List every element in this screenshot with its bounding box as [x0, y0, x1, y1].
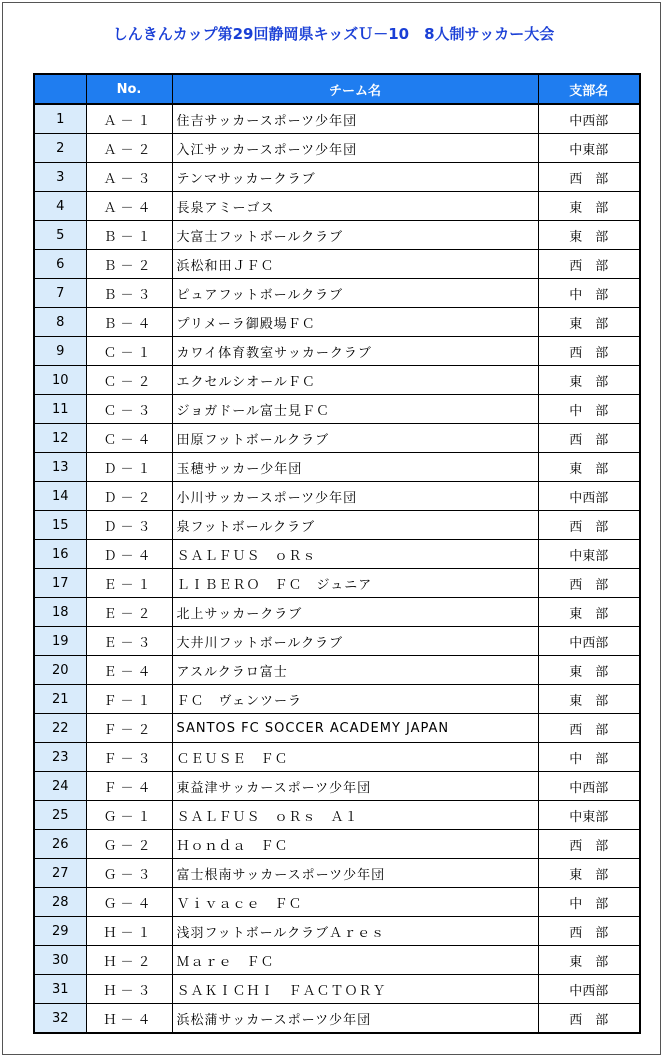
- row-index: 11: [34, 395, 86, 424]
- row-branch: 中 部: [538, 743, 640, 772]
- row-team-name: ＦＣ ヴェンツーラ: [172, 685, 538, 714]
- table-row: [34, 888, 640, 917]
- row-group-no: Ｇ－１: [86, 801, 172, 830]
- row-index: 12: [34, 424, 86, 453]
- row-index: 2: [34, 134, 86, 163]
- row-team-name: 入江サッカースポーツ少年団: [172, 134, 538, 163]
- row-team-name: 小川サッカースポーツ少年団: [172, 482, 538, 511]
- row-group-no: Ｇ－４: [86, 888, 172, 917]
- row-branch: 東 部: [538, 946, 640, 975]
- row-index: 21: [34, 685, 86, 714]
- row-index: 1: [34, 104, 86, 134]
- row-group-no: Ｆ－３: [86, 743, 172, 772]
- header-index: [34, 74, 86, 104]
- table-row: [34, 1004, 640, 1034]
- table-row: [34, 511, 640, 540]
- row-index: 25: [34, 801, 86, 830]
- row-group-no: Ｈ－３: [86, 975, 172, 1004]
- row-index: 19: [34, 627, 86, 656]
- table-row: [34, 917, 640, 946]
- row-team-name: 東益津サッカースポーツ少年団: [172, 772, 538, 801]
- header-no: No.: [86, 74, 172, 104]
- table-row: [34, 859, 640, 888]
- row-group-no: Ｃ－３: [86, 395, 172, 424]
- table-row: [34, 627, 640, 656]
- row-team-name: Ｈｏｎｄａ ＦＣ: [172, 830, 538, 859]
- row-group-no: Ａ－２: [86, 134, 172, 163]
- row-group-no: Ｃ－２: [86, 366, 172, 395]
- row-branch: 東 部: [538, 598, 640, 627]
- row-index: 17: [34, 569, 86, 598]
- table-row: [34, 221, 640, 250]
- row-team-name: アスルクラロ富士: [172, 656, 538, 685]
- row-group-no: Ｄ－４: [86, 540, 172, 569]
- table-row: [34, 279, 640, 308]
- row-branch: 中 部: [538, 888, 640, 917]
- row-index: 22: [34, 714, 86, 743]
- table-row: [34, 134, 640, 163]
- team-table: [33, 73, 641, 1034]
- row-index: 14: [34, 482, 86, 511]
- row-team-name: プリメーラ御殿場ＦＣ: [172, 308, 538, 337]
- row-team-name: ピュアフットボールクラブ: [172, 279, 538, 308]
- row-branch: 中西部: [538, 772, 640, 801]
- table-row: [34, 395, 640, 424]
- row-team-name: エクセルシオールＦＣ: [172, 366, 538, 395]
- table-row: [34, 743, 640, 772]
- row-team-name: ジョガドール富士見ＦＣ: [172, 395, 538, 424]
- row-branch: 中西部: [538, 104, 640, 134]
- row-team-name: 大井川フットボールクラブ: [172, 627, 538, 656]
- row-group-no: Ｇ－２: [86, 830, 172, 859]
- row-team-name: Ｖｉｖａｃｅ ＦＣ: [172, 888, 538, 917]
- row-index: 4: [34, 192, 86, 221]
- row-group-no: Ｆ－４: [86, 772, 172, 801]
- row-branch: 中東部: [538, 801, 640, 830]
- row-index: 8: [34, 308, 86, 337]
- row-index: 10: [34, 366, 86, 395]
- row-index: 15: [34, 511, 86, 540]
- row-group-no: Ａ－１: [86, 104, 172, 134]
- row-team-name: 泉フットボールクラブ: [172, 511, 538, 540]
- row-team-name: 住吉サッカースポーツ少年団: [172, 104, 538, 134]
- row-group-no: Ｃ－１: [86, 337, 172, 366]
- row-group-no: Ｅ－２: [86, 598, 172, 627]
- row-branch: 中西部: [538, 627, 640, 656]
- page-title: しんきんカップ第29回静岡県キッズＵ－10 8人制サッカー大会: [112, 25, 555, 43]
- header-branch: 支部名: [538, 74, 640, 104]
- table-row: [34, 482, 640, 511]
- row-index: 16: [34, 540, 86, 569]
- row-group-no: Ｂ－２: [86, 250, 172, 279]
- row-index: 26: [34, 830, 86, 859]
- row-branch: 西 部: [538, 714, 640, 743]
- row-index: 20: [34, 656, 86, 685]
- row-branch: 西 部: [538, 424, 640, 453]
- table-row: [34, 569, 640, 598]
- row-branch: 西 部: [538, 830, 640, 859]
- row-branch: 中西部: [538, 975, 640, 1004]
- row-branch: 西 部: [538, 569, 640, 598]
- row-index: 18: [34, 598, 86, 627]
- table-row: [34, 453, 640, 482]
- row-team-name: 長泉アミーゴス: [172, 192, 538, 221]
- row-index: 6: [34, 250, 86, 279]
- document-frame: [2, 2, 661, 1055]
- row-group-no: Ｂ－３: [86, 279, 172, 308]
- row-team-name: 大富士フットボールクラブ: [172, 221, 538, 250]
- row-index: 23: [34, 743, 86, 772]
- row-branch: 西 部: [538, 337, 640, 366]
- row-branch: 中東部: [538, 134, 640, 163]
- row-index: 31: [34, 975, 86, 1004]
- table-row: [34, 975, 640, 1004]
- row-group-no: Ｃ－４: [86, 424, 172, 453]
- row-team-name: ＬＩＢＥＲＯ ＦＣ ジュニア: [172, 569, 538, 598]
- table-row: [34, 685, 640, 714]
- row-index: 32: [34, 1004, 86, 1034]
- table-row: [34, 308, 640, 337]
- row-group-no: Ｅ－４: [86, 656, 172, 685]
- row-group-no: Ｈ－１: [86, 917, 172, 946]
- row-team-name: 浅羽フットボールクラブＡｒｅｓ: [172, 917, 538, 946]
- row-branch: 東 部: [538, 366, 640, 395]
- table-row: [34, 104, 640, 134]
- row-group-no: Ｇ－３: [86, 859, 172, 888]
- table-row: [34, 192, 640, 221]
- row-team-name: 浜松和田ＪＦＣ: [172, 250, 538, 279]
- row-team-name: ＳＡＫＩＣＨＩ ＦＡＣＴＯＲＹ: [172, 975, 538, 1004]
- header-team-name: チーム名: [172, 74, 538, 104]
- row-branch: 西 部: [538, 1004, 640, 1034]
- row-branch: 東 部: [538, 221, 640, 250]
- table-row: [34, 801, 640, 830]
- row-team-name: 北上サッカークラブ: [172, 598, 538, 627]
- row-group-no: Ｆ－２: [86, 714, 172, 743]
- row-team-name: Ｍａｒｅ ＦＣ: [172, 946, 538, 975]
- row-group-no: Ｆ－１: [86, 685, 172, 714]
- row-team-name: 富士根南サッカースポーツ少年団: [172, 859, 538, 888]
- row-team-name: カワイ体育教室サッカークラブ: [172, 337, 538, 366]
- table-row: [34, 772, 640, 801]
- row-branch: 西 部: [538, 917, 640, 946]
- table-row: [34, 656, 640, 685]
- row-branch: 東 部: [538, 308, 640, 337]
- table-row: [34, 163, 640, 192]
- row-index: 28: [34, 888, 86, 917]
- row-index: 9: [34, 337, 86, 366]
- row-index: 3: [34, 163, 86, 192]
- table-body: [34, 104, 640, 1033]
- table-row: [34, 598, 640, 627]
- table-row: [34, 540, 640, 569]
- row-branch: 西 部: [538, 511, 640, 540]
- table-row: [34, 946, 640, 975]
- table-row: [34, 424, 640, 453]
- row-branch: 東 部: [538, 656, 640, 685]
- table-row: [34, 250, 640, 279]
- row-branch: 東 部: [538, 453, 640, 482]
- row-group-no: Ｈ－２: [86, 946, 172, 975]
- row-group-no: Ａ－４: [86, 192, 172, 221]
- row-branch: 中西部: [538, 482, 640, 511]
- row-index: 24: [34, 772, 86, 801]
- row-group-no: Ｄ－１: [86, 453, 172, 482]
- table-row: [34, 830, 640, 859]
- row-branch: 中東部: [538, 540, 640, 569]
- row-team-name: SANTOS FC SOCCER ACADEMY JAPAN: [172, 714, 538, 743]
- row-index: 29: [34, 917, 86, 946]
- row-branch: 中 部: [538, 395, 640, 424]
- row-index: 27: [34, 859, 86, 888]
- row-group-no: Ｅ－１: [86, 569, 172, 598]
- table-header-row: [34, 74, 640, 104]
- row-group-no: Ｂ－１: [86, 221, 172, 250]
- row-branch: 東 部: [538, 192, 640, 221]
- row-team-name: 浜松蒲サッカースポーツ少年団: [172, 1004, 538, 1034]
- row-team-name: ＳＡＬＦＵＳ ｏＲｓ: [172, 540, 538, 569]
- row-group-no: Ｄ－３: [86, 511, 172, 540]
- table-row: [34, 366, 640, 395]
- row-team-name: テンマサッカークラブ: [172, 163, 538, 192]
- table-row: [34, 337, 640, 366]
- row-group-no: Ａ－３: [86, 163, 172, 192]
- row-index: 7: [34, 279, 86, 308]
- row-branch: 東 部: [538, 859, 640, 888]
- row-team-name: ＳＡＬＦＵＳ ｏＲｓ Ａ１: [172, 801, 538, 830]
- row-team-name: 田原フットボールクラブ: [172, 424, 538, 453]
- row-index: 5: [34, 221, 86, 250]
- row-team-name: ＣＥＵＳＥ ＦＣ: [172, 743, 538, 772]
- row-team-name: 玉穂サッカー少年団: [172, 453, 538, 482]
- row-group-no: Ｂ－４: [86, 308, 172, 337]
- row-index: 13: [34, 453, 86, 482]
- row-branch: 中 部: [538, 279, 640, 308]
- row-group-no: Ｈ－４: [86, 1004, 172, 1034]
- row-branch: 東 部: [538, 685, 640, 714]
- row-group-no: Ｄ－２: [86, 482, 172, 511]
- row-group-no: Ｅ－３: [86, 627, 172, 656]
- row-branch: 西 部: [538, 250, 640, 279]
- row-branch: 西 部: [538, 163, 640, 192]
- table-row: [34, 714, 640, 743]
- row-index: 30: [34, 946, 86, 975]
